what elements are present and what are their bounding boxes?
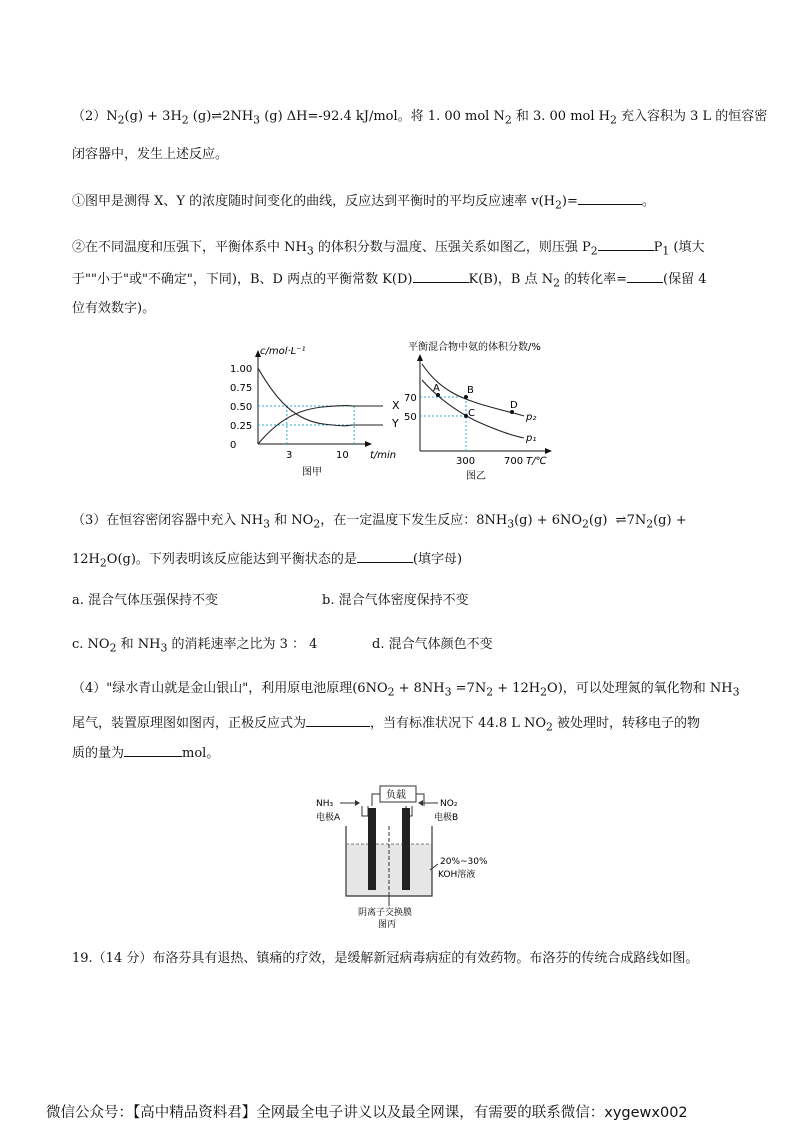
- q3-line2: $12H_2O(g)$。下列表明该反应能达到平衡状态的是 (填字母): [72, 552, 463, 570]
- electrode-a-label: 电极A: [316, 813, 341, 823]
- q2-sub2-line2: 于""小于"或"不确定"，下同)，B、D 两点的平衡常数 K(D) K(B)，B 点 $N_2$ 的转化率= (保留 4: [72, 272, 707, 290]
- q2-sub2-line3: 位有效数字)。: [72, 301, 156, 316]
- answer-blank[interactable]: [306, 714, 370, 727]
- electrode-b-label: 电极B: [434, 813, 459, 823]
- q4-line2: 尾气，装置原理图如图丙，正极反应式为 ，当有标准状况下 44.8 L $NO_2$ 被处理时，转移电子的物: [72, 716, 701, 734]
- y-tick-label: 0.25: [230, 421, 253, 432]
- curve-p1-label: p₁: [526, 433, 537, 444]
- answer-blank[interactable]: [598, 238, 654, 251]
- solution-name: KOH溶液: [438, 870, 476, 880]
- figure-jia-caption: 图甲: [302, 467, 322, 478]
- curve-p2-label: p₂: [526, 412, 537, 423]
- x-tick-3: 3: [286, 450, 293, 461]
- answer-blank[interactable]: [578, 192, 642, 205]
- q4-line1: （4）"绿水青山就是金山银山"，利用原电池原理$(6NO_2 + 8NH_3 =7N_2 + 12H_2O)$，可以处理氮的氧化物和 $NH_3$: [72, 681, 740, 699]
- x-tick-700: 700: [504, 456, 524, 467]
- series-y-line: [258, 368, 383, 426]
- figure-yi-title: 平衡混合物中氨的体积分数/%: [408, 342, 541, 353]
- load-label: 负载: [386, 790, 406, 801]
- y-tick-label: 0.75: [230, 383, 253, 394]
- membrane-label: 阴离子交换膜: [358, 908, 413, 918]
- answer-blank[interactable]: [413, 270, 469, 283]
- q2-line1: $(2)N_2(g) + 3H_2$ $(g)\rightleftharpoons 2NH_3$ (g) ΔH=-92.4 kJ/mol。将 1. 00 mol $N_2$ 和 3. 00 mol $H_2$ 充入容积为 3 L 的恒容密: [72, 109, 768, 127]
- figure-bing-caption: 图丙: [378, 920, 397, 930]
- solution-concentration: 20%~30%: [440, 857, 488, 867]
- x-tick-10: 10: [336, 450, 349, 461]
- point-a-label: A: [433, 383, 440, 394]
- series-y-label: Y: [392, 417, 399, 430]
- footer-promo: 微信公众号：【高中精品资料君】全网最全电子讲义以及最全网课，有需要的联系微信：xygewx002: [46, 1105, 688, 1121]
- q3-option-b: b. 混合气体密度保持不变: [322, 593, 469, 608]
- q2-line2: 闭容器中，发生上述反应。: [72, 147, 229, 162]
- point-c-label: C: [468, 408, 475, 419]
- figure-jia: [228, 338, 408, 480]
- figure-yi: [400, 336, 570, 484]
- wire-left: [372, 794, 380, 806]
- no2-arrow-head: [418, 800, 423, 806]
- tube-left: [362, 806, 368, 816]
- x-tick-300: 300: [456, 456, 476, 467]
- y-tick-label: 0.50: [230, 402, 253, 413]
- nh3-inlet-label: NH₃: [316, 799, 334, 809]
- q19-text: 19.（14 分）布洛芬具有退热、镇痛的疗效，是缓解新冠病毒病症的有效药物。布洛芬的传统合成路线如图。: [72, 951, 699, 966]
- q3-line1: （3）在恒容密闭容器中充入 $NH_3$ 和 $NO_2$，在一定温度下发生反应：$8NH_3(g) + 6NO_2(g)$ $\rightleftharpoons 7N_2(g)$ +: [72, 513, 687, 531]
- q2-sub1: ①图甲是测得 X、Y 的浓度随时间变化的曲线，反应达到平衡时的平均反应速率 $v(H_2)=$ 。: [72, 194, 655, 212]
- series-x-label: X: [392, 399, 400, 412]
- q4-line3: 质的量为 mol。: [72, 746, 220, 761]
- figure-bing: [312, 782, 512, 930]
- q3-option-d: d. 混合气体颜色不变: [372, 637, 493, 652]
- y-tick-label: 1.00: [230, 364, 253, 375]
- answer-blank[interactable]: [124, 744, 182, 757]
- y-tick-label: 0: [230, 440, 237, 451]
- answer-blank[interactable]: [627, 270, 663, 283]
- q2-sub2-line1: ②在不同温度和压强下，平衡体系中 $NH_3$ 的体积分数与温度、压强关系如图乙，则压强 $P_2$ $P_1$ (填大: [72, 240, 705, 258]
- nh3-arrow-head: [355, 800, 360, 806]
- electrode-a: [368, 808, 376, 890]
- point-d-label: D: [510, 400, 518, 411]
- y-tick-50: 50: [404, 412, 417, 423]
- x-axis-label: t/min: [370, 450, 397, 461]
- x-axis-arrow: [545, 448, 552, 454]
- no2-inlet-label: NO₂: [440, 799, 458, 809]
- x-axis-arrow: [365, 441, 372, 447]
- y-axis-label: c/mol·L⁻¹: [260, 346, 306, 357]
- figure-yi-caption: 图乙: [466, 471, 486, 482]
- y-tick-70: 70: [404, 393, 417, 404]
- y-axis-arrow: [417, 354, 423, 361]
- q3-option-c: c. $NO_2$ 和 $NH_3$ 的消耗速率之比为 3 ： 4: [72, 637, 318, 655]
- q3-option-a: a. 混合气体压强保持不变: [72, 593, 219, 608]
- answer-blank[interactable]: [357, 550, 413, 563]
- x-axis-label: T/℃: [526, 456, 547, 467]
- electrode-b: [402, 808, 410, 890]
- point-b-label: B: [467, 385, 474, 396]
